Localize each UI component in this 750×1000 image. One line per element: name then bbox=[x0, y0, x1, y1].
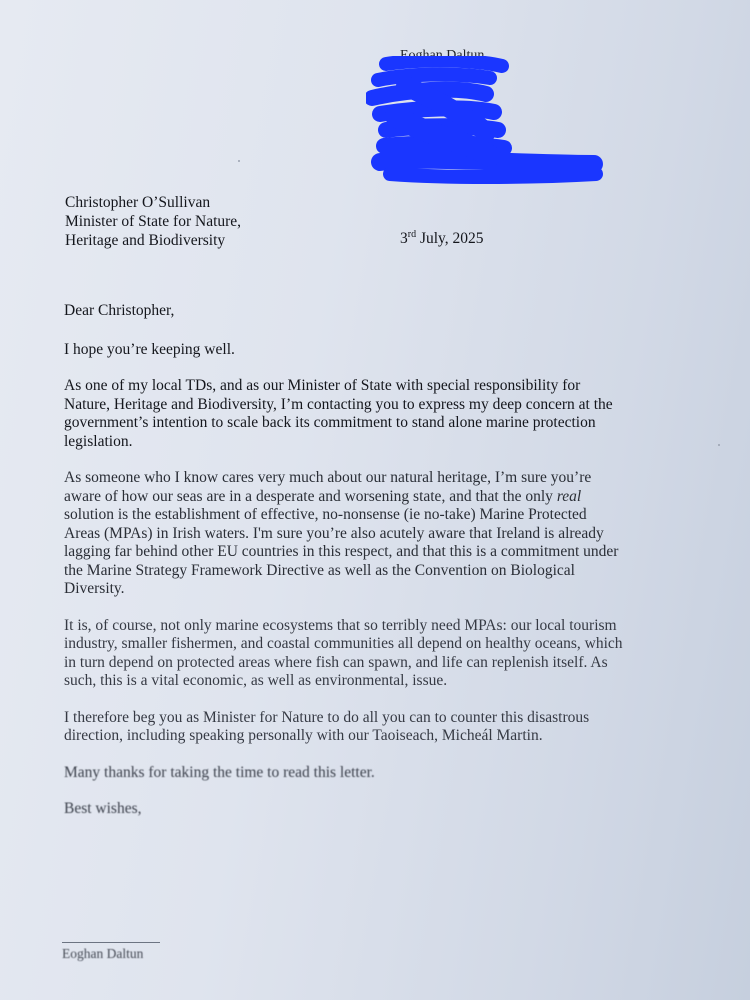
paragraph-mpa bbox=[64, 469, 624, 599]
redaction-mark bbox=[366, 56, 606, 196]
sender-name: Eoghan Daltun bbox=[400, 48, 485, 63]
date-day: 3 bbox=[400, 230, 408, 247]
recipient-line: Minister of State for Nature, bbox=[65, 213, 242, 230]
paragraph-mpa-part-2: solution is the establishment of effective, no-nonsense (ie no-take) Marine Protected Areas (MPAs) in Irish waters. I'm sure you’re also acutely aware that Ireland is already lagging far behind other EU countries in this respect, and that this is a commitment under the Marine Strategy Framework Directive as well as the Convention on Biological Diversity. bbox=[64, 506, 619, 597]
paragraph-economy: It is, of course, not only marine ecosystems that so terribly need MPAs: our local tourism industry, smaller fishermen, and coastal communities all depend on healthy oceans, which in turn depend on protected areas where fish can spawn, and life can replenish itself. As such, this is a vital economic, as well as environmental, issue. bbox=[64, 616, 623, 689]
recipient-line: Heritage and Biodiversity bbox=[65, 232, 226, 249]
closing: Best wishes, bbox=[64, 800, 142, 817]
paper-speck bbox=[238, 160, 240, 162]
letter-body bbox=[64, 302, 624, 837]
date-suffix: rd bbox=[407, 228, 417, 240]
letter-date bbox=[400, 230, 484, 248]
recipient-line: Christopher O’Sullivan bbox=[65, 194, 211, 211]
emphasis-real: real bbox=[556, 487, 582, 505]
paragraph-concern: As one of my local TDs, and as our Minister of State with special responsibility for Nature, Heritage and Biodiversity, I’m contacting you to express my deep concern at the government’s intention to scale back its commitment to stand alone marine protection legislation. bbox=[64, 377, 613, 450]
signature-line bbox=[62, 942, 160, 943]
recipient-address bbox=[65, 193, 241, 250]
paragraph-mpa-part-1: As someone who I know cares very much about our natural heritage, I’m sure you’re aware of how our seas are in a desperate and worsening state, and that the only bbox=[64, 469, 592, 505]
date-rest: July, 2025 bbox=[416, 230, 484, 247]
paragraph-greeting: I hope you’re keeping well. bbox=[64, 340, 235, 358]
paper-speck bbox=[718, 444, 720, 446]
signature-name: Eoghan Daltun bbox=[62, 946, 144, 961]
paragraph-request: I therefore beg you as Minister for Nature to do all you can to counter this disastrous direction, including speaking personally with our Taoiseach, Micheál Martin. bbox=[64, 708, 590, 744]
paragraph-thanks: Many thanks for taking the time to read this letter. bbox=[64, 763, 375, 781]
salutation: Dear Christopher, bbox=[64, 302, 175, 319]
